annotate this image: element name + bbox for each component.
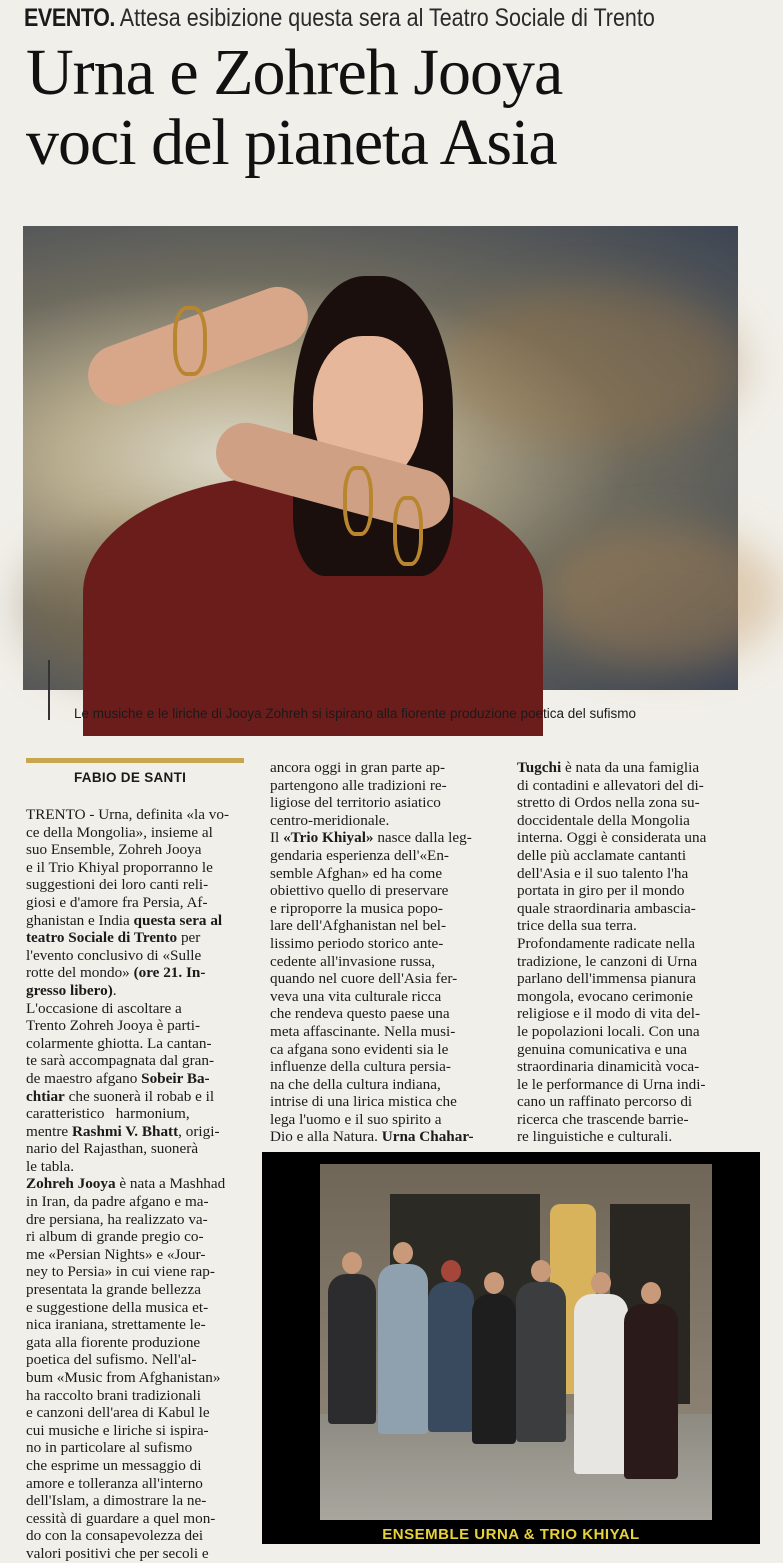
ensemble-photo-label: ENSEMBLE URNA & TRIO KHIYAL xyxy=(382,1526,640,1543)
article-column-3: Tugchi è nata da una famiglia di contadini e allevatori del di- stretto di Ordos nella zona su- doccidentale della Mongolia interna. Oggi è considerata una delle più acclamate cantanti dell'Asia e il suo talento l'ha portata in giro per il mondo quale straordinaria ambascia- trice della sua terra. Profondamente radicate nella tradizione, le canzoni di Urna parlano dell'immensa pianura mongola, evocano cerimonie religiose e il modo di vita del- le popolazioni locali. Con una genuina comunicativa e una straordinaria dinamicità voca- le le performance di Urna indi- cano un raffinato percorso di ricerca che trascende barrie- re linguistiche e culturali. xyxy=(517,759,707,1146)
article-column-2: ancora oggi in gran parte ap- partengono alle tradizioni re- ligiose del territorio asiatico centro-meridionale. Il «Trio Khiyal» nasce dalla leg- gendaria esperienza dell'«En- semble Afghan» ed ha come obiettivo quello di preservare e riproporre la musica popo- lare dell'Afghanistan nel bel- lissimo periodo storico ante- cedente all'invasione russa, quando nel cuore dell'Asia fer- veva una vita culturale ricca che rendeva questo paese una meta affascinante. Nella musi- ca afgana sono evidenti sia le influenze della cultura persia- na che della cultura indiana, intrise di una lirica mistica che lega l'uomo e il suo spirito a Dio e alla Natura. Urna Chahar- xyxy=(270,759,474,1146)
kicker-tag: EVENTO. xyxy=(24,4,115,32)
photo-caption: Le musiche e le liriche di Jooya Zohreh si ispirano alla fiorente produzione poetica del sufismo xyxy=(74,706,637,721)
byline: FABIO DE SANTI xyxy=(74,770,187,785)
headline-line-1: Urna e Zohreh Jooya xyxy=(26,36,563,109)
kicker xyxy=(24,4,655,38)
caption-rule xyxy=(48,660,50,720)
article-column-1: TRENTO - Urna, definita «la vo- ce della Mongolia», insieme al suo Ensemble, Zohreh Jooya e il Trio Khiyal proporranno le suggestioni dei loro canti reli- giosi e d'amore fra Persia, Af- ghanistan e India questa sera al teatro Sociale di Trento per l'evento conclusivo di «Sulle rotte del mondo» (ore 21. In- gresso libero). L'occasione di ascoltare a Trento Zohreh Jooya è parti- colarmente ghiotta. La cantan- te sarà accompagnata dal gran- de maestro afgano Sobeir Ba- chtiar che suonerà il robab e il caratteristico harmonium, mentre Rashmi V. Bhatt, origi- nario del Rajasthan, suonerà le tabla. Zohreh Jooya è nata a Mashhad in Iran, da padre afgano e ma- dre persiana, ha realizzato va- ri album di grande pregio co- me «Persian Nights» e «Jour- ney to Persia» in cui viene rap- presentata la grande bellezza e suggestione della musica et- nica iraniana, strettamente le- gata alla fiorente produzione poetica del sufismo. Nell'al- bum «Music from Afghanistan» ha raccolto brani tradizionali e canzoni dell'area di Kabul le cui musiche e liriche si ispira- no in particolare al sufismo che esprime un messaggio di amore e tolleranza all'interno dell'Islam, a dimostrare la ne- cessità di guardare a quel mon- do con la consapevolezza dei valori positivi che per secoli e xyxy=(26,806,230,1562)
main-photo xyxy=(23,226,738,690)
ensemble-photo xyxy=(320,1164,712,1520)
ensemble-photo-box xyxy=(262,1152,760,1544)
byline-rule xyxy=(26,758,244,763)
kicker-text: Attesa esibizione questa sera al Teatro Sociale di Trento xyxy=(119,4,655,32)
headline-line-2: voci del pianeta Asia xyxy=(26,106,557,179)
headline xyxy=(26,38,746,178)
